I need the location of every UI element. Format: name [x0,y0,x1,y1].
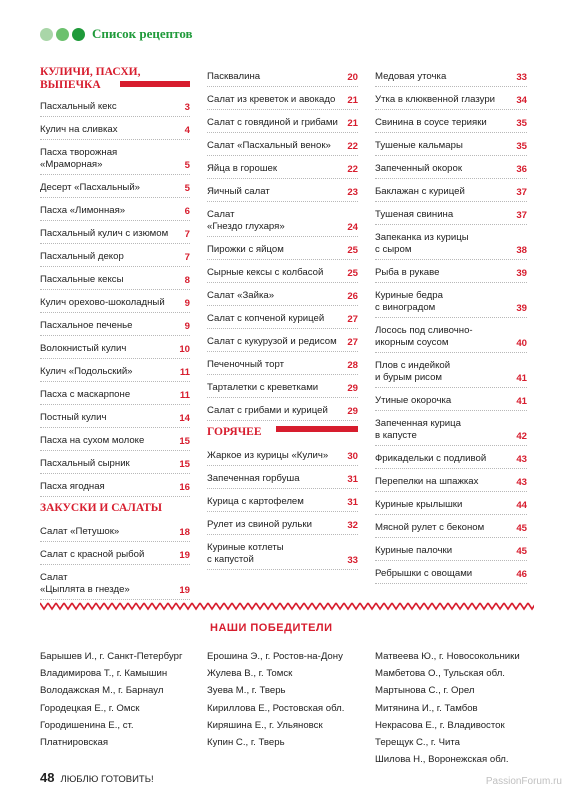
page-header [40,24,193,44]
recipe-name: Куриные котлеты с капустой [207,542,284,565]
winner-name: Владимирова Т., г. Камышин [40,668,168,680]
recipe-name: Салат с копченой курицей [207,313,325,324]
winner-name: Городецкая Е., г. Омск [40,702,140,714]
section-heading-label: ЗАКУСКИ И САЛАТЫ [40,502,163,514]
recipe-entry [375,538,527,561]
recipe-page-number: 18 [179,527,190,538]
recipe-page-number: 27 [347,337,358,348]
recipe-name: Кулич на сливках [40,124,118,135]
section-heading [40,64,190,94]
page-number: 48 [40,770,55,785]
recipe-page-number: 37 [516,210,527,221]
recipe-entry [375,133,527,156]
recipe-column-1 [40,64,190,600]
recipe-entry [375,561,527,584]
recipe-page-number: 19 [179,585,190,596]
recipe-name: Пасхальный декор [40,251,124,262]
recipe-name: Курица с картофелем [207,496,304,507]
recipe-entry [375,179,527,202]
recipe-entry [207,443,358,466]
recipe-name: Пасха творожная «Мраморная» [40,147,118,170]
decorative-divider [40,601,534,611]
section-heading-bar [276,426,358,432]
recipe-page-number: 14 [179,413,190,424]
recipe-name: Плов с индейкой и бурым рисом [375,360,451,383]
recipe-entry [207,202,358,237]
recipe-entry [40,428,190,451]
recipe-name: Пасхальный кекс [40,101,117,112]
recipe-name: Волокнистый кулич [40,343,127,354]
header-dot-icon [56,28,69,41]
recipe-name: Пасха «Лимонная» [40,205,126,216]
recipe-page-number: 21 [347,118,358,129]
recipe-entry [375,64,527,87]
recipe-page-number: 42 [516,431,527,442]
recipe-page-number: 39 [516,303,527,314]
recipe-name: Куриные крылышки [375,499,463,510]
recipe-entry [40,198,190,221]
winner-name: Кириллова Е., Ростовская обл. [207,702,345,714]
recipe-page-number: 21 [347,95,358,106]
recipe-entry [375,283,527,318]
recipe-name: Тушеные кальмары [375,140,463,151]
recipe-name: Пасха с маскарпоне [40,389,131,400]
recipe-name: Сырные кексы с колбасой [207,267,324,278]
section-heading [207,421,358,443]
recipe-name: Утка в клюквенной глазури [375,94,496,105]
recipe-page-number: 26 [347,291,358,302]
recipe-entry [40,336,190,359]
recipe-page-number: 9 [184,298,190,309]
recipe-name: Пасха на сухом молоке [40,435,145,446]
recipe-name: Тушеная свинина [375,209,454,220]
recipe-page-number: 8 [184,275,190,286]
recipe-name: Салат с кукурузой и редисом [207,336,337,347]
recipe-name: Пасхальный кулич с изюмом [40,228,169,239]
recipe-entry [40,267,190,290]
winner-name: Некрасова Е., г. Владивосток [375,719,505,731]
recipe-name: Запеченная курица в капусте [375,418,461,441]
recipe-entry [375,515,527,538]
recipe-name: Яичный салат [207,186,270,197]
recipe-entry [40,565,190,600]
recipe-entry [375,156,527,179]
recipe-entry [40,519,190,542]
recipe-page-number: 45 [516,546,527,557]
recipe-page-number: 41 [516,373,527,384]
recipe-page-number: 27 [347,314,358,325]
recipe-entry [40,94,190,117]
winner-name: Ерошина Э., г. Ростов-на-Дону [207,651,343,662]
recipe-entry [207,237,358,260]
recipe-page-number: 43 [516,477,527,488]
recipe-page-number: 46 [516,569,527,580]
recipe-page-number: 25 [347,245,358,256]
recipe-name: Тарталетки с креветками [207,382,319,393]
recipe-name: Запеченная горбуша [207,473,300,484]
recipe-page-number: 23 [347,187,358,198]
recipe-page-number: 40 [516,338,527,349]
section-heading-label: КУЛИЧИ, ПАСХИ, ВЫПЕЧКА [40,66,141,91]
recipe-entry [375,87,527,110]
recipe-page-number: 32 [347,520,358,531]
recipe-entry [207,179,358,202]
recipe-column-2 [207,64,358,570]
header-dot-icon [72,28,85,41]
recipe-entry [40,405,190,428]
page-title: Список рецептов [92,26,193,41]
recipe-name: Пасха ягодная [40,481,105,492]
section-heading [40,497,190,519]
recipe-name: Десерт «Пасхальный» [40,182,141,193]
recipe-page-number: 20 [347,72,358,83]
recipe-name: Куриные бедра с виноградом [375,290,443,313]
recipe-name: Свинина в соусе терияки [375,117,487,128]
winner-name: Матвеева Ю., г. Новосокольники [375,651,520,662]
winner-name: Терещук С., г. Чита [375,737,460,749]
header-dot-icon [40,28,53,41]
recipe-page-number: 33 [516,72,527,83]
recipe-page-number: 15 [179,436,190,447]
recipe-page-number: 6 [184,206,190,217]
recipe-entry [40,117,190,140]
recipe-page-number: 39 [516,268,527,279]
recipe-page-number: 7 [184,229,190,240]
recipe-page-number: 44 [516,500,527,511]
recipe-entry [375,411,527,446]
recipe-page-number: 15 [179,459,190,470]
winner-name: Купин С., г. Тверь [207,737,285,749]
recipe-entry [375,353,527,388]
winner-name: Митянина И., г. Тамбов [375,702,478,714]
recipe-entry [40,382,190,405]
recipe-page-number: 5 [184,183,190,194]
winner-name: Киряшина Е., г. Ульяновск [207,719,323,731]
recipe-page-number: 38 [516,245,527,256]
recipe-entry [40,140,190,175]
recipe-page-number: 31 [347,474,358,485]
recipe-name: Салат «Петушок» [40,526,120,537]
recipe-entry [207,466,358,489]
recipe-page-number: 33 [347,555,358,566]
recipe-name: Салат с грибами и курицей [207,405,328,416]
recipe-entry [40,359,190,382]
magazine-name: ЛЮБЛЮ ГОТОВИТЬ! [60,774,154,785]
recipe-page-number: 34 [516,95,527,106]
recipe-page-number: 16 [179,482,190,493]
recipe-entry [207,512,358,535]
recipe-name: Пасквалина [207,71,261,82]
recipe-page-number: 25 [347,268,358,279]
recipe-entry [375,260,527,283]
recipe-entry [207,398,358,421]
winners-title: НАШИ ПОБЕДИТЕЛИ [210,622,333,634]
winners-column-3 [375,648,535,768]
recipe-name: Салат «Цыплята в гнезде» [40,572,130,595]
recipe-entry [207,283,358,306]
recipe-name: Кулич орехово-шоколадный [40,297,165,308]
recipe-entry [375,202,527,225]
recipe-name: Яйца в горошек [207,163,278,174]
recipe-name: Салат «Гнездо глухаря» [207,209,285,232]
recipe-page-number: 9 [184,321,190,332]
section-heading-label: ГОРЯЧЕЕ [207,426,262,438]
recipe-entry [207,87,358,110]
recipe-entry [207,110,358,133]
recipe-name: Запеканка из курицы с сыром [375,232,469,255]
recipe-entry [40,313,190,336]
winners-column-1 [40,648,200,751]
recipe-name: Рыба в рукаве [375,267,440,278]
recipe-name: Пасхальное печенье [40,320,133,331]
recipe-page-number: 19 [179,550,190,561]
recipe-page-number: 10 [179,344,190,355]
recipe-page-number: 29 [347,406,358,417]
recipe-entry [375,110,527,133]
recipe-name: Постный кулич [40,412,107,423]
recipe-page-number: 43 [516,454,527,465]
recipe-name: Жаркое из курицы «Кулич» [207,450,329,461]
recipe-page-number: 11 [179,390,190,401]
page-footer [40,770,154,785]
recipe-name: Перепелки на шпажках [375,476,479,487]
recipe-column-3 [375,64,527,584]
recipe-entry [207,133,358,156]
recipe-entry [40,175,190,198]
recipe-name: Салат с красной рыбой [40,549,145,560]
recipe-page-number: 24 [347,222,358,233]
recipe-entry [375,446,527,469]
recipe-entry [40,290,190,313]
recipe-page-number: 37 [516,187,527,198]
watermark: PassionForum.ru [485,776,562,787]
winner-name: Мамбетова О., Тульская обл. [375,668,505,680]
winner-name: Зуева М., г. Тверь [207,685,286,697]
recipe-name: Салат «Пасхальный венок» [207,140,331,151]
recipe-name: Салат с говядиной и грибами [207,117,338,128]
recipe-page-number: 36 [516,164,527,175]
recipe-page-number: 29 [347,383,358,394]
recipe-page-number: 11 [179,367,190,378]
recipe-page-number: 3 [184,102,190,113]
recipe-name: Мясной рулет с беконом [375,522,485,533]
recipe-name: Салат из креветок и авокадо [207,94,336,105]
recipe-name: Пасхальные кексы [40,274,124,285]
recipe-page-number: 4 [184,125,190,136]
recipe-name: Печеночный торт [207,359,285,370]
recipe-entry [207,329,358,352]
recipe-entry [40,451,190,474]
recipe-name: Рулет из свиной рульки [207,519,312,530]
recipe-entry [207,352,358,375]
recipe-entry [40,474,190,497]
recipe-entry [375,225,527,260]
winner-name: Барышев И., г. Санкт-Петербург [40,651,183,662]
recipe-entry [375,318,527,353]
recipe-entry [375,469,527,492]
recipe-entry [207,535,358,570]
recipe-entry [40,542,190,565]
recipe-name: Салат «Зайка» [207,290,275,301]
recipe-name: Фрикадельки с подливой [375,453,487,464]
section-heading-bar [120,81,190,87]
recipe-entry [207,375,358,398]
recipe-page-number: 30 [347,451,358,462]
recipe-entry [207,489,358,512]
winner-name: Володажская М., г. Барнаул [40,685,164,697]
winners-column-2 [207,648,367,751]
recipe-page-number: 7 [184,252,190,263]
recipe-name: Ребрышки с овощами [375,568,473,579]
recipe-name: Пирожки с яйцом [207,244,284,255]
recipe-entry [375,492,527,515]
recipe-page-number: 35 [516,118,527,129]
recipe-page-number: 35 [516,141,527,152]
recipe-entry [40,244,190,267]
winner-name: Мартынова С., г. Орел [375,685,475,697]
recipe-entry [207,156,358,179]
recipe-page-number: 22 [347,141,358,152]
recipe-name: Баклажан с курицей [375,186,465,197]
recipe-page-number: 41 [516,396,527,407]
recipe-page-number: 22 [347,164,358,175]
recipe-name: Куриные палочки [375,545,453,556]
recipe-name: Запеченный окорок [375,163,463,174]
recipe-name: Кулич «Подольский» [40,366,133,377]
recipe-entry [375,388,527,411]
recipe-entry [207,64,358,87]
recipe-name: Пасхальный сырник [40,458,130,469]
winner-name: Шилова Н., Воронежская обл. [375,754,509,766]
recipe-name: Лосось под сливочно- икорным соусом [375,325,473,348]
recipe-name: Медовая уточка [375,71,447,82]
recipe-entry [40,221,190,244]
winner-name: Городишенина Е., ст. Платнировская [40,719,134,749]
winner-name: Жулева В., г. Томск [207,668,293,680]
recipe-page-number: 31 [347,497,358,508]
recipe-entry [207,260,358,283]
recipe-name: Утиные окорочка [375,395,452,406]
recipe-page-number: 28 [347,360,358,371]
recipe-page-number: 45 [516,523,527,534]
recipe-page-number: 5 [184,160,190,171]
recipe-entry [207,306,358,329]
